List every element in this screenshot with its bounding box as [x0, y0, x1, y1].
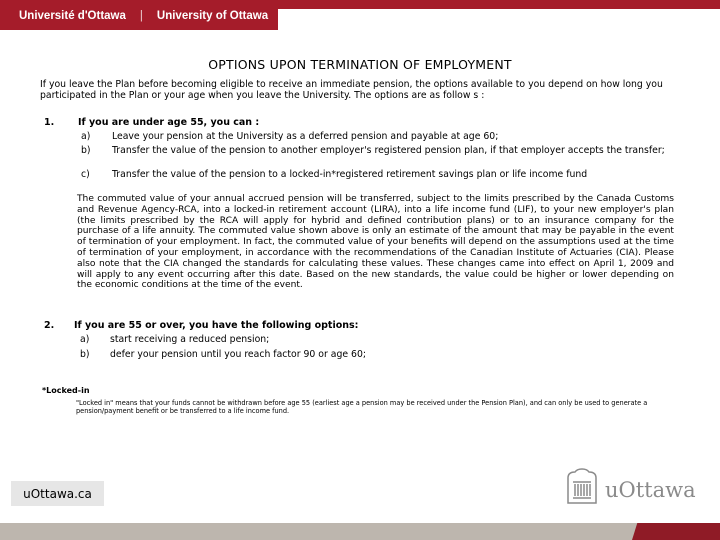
- list-item: defer your pension until you reach factor 90 or age 60;: [110, 349, 366, 360]
- section1-number: 1.: [44, 117, 55, 128]
- list-item: Transfer the value of the pension to a locked-in*registered retirement savings plan or life income fund: [112, 169, 588, 180]
- logo-wordmark: uOttawa: [605, 478, 696, 502]
- university-building-icon: [565, 468, 599, 504]
- intro-paragraph: If you leave the Plan before becoming eligible to receive an immediate pension, the options available to you depend on how long you participated in the Plan or your age when you leave the University. The options are as follow s :: [40, 79, 663, 101]
- header-fr-name: Université d'Ottawa: [19, 10, 126, 22]
- uottawa-logo: [565, 468, 696, 504]
- section2-heading: If you are 55 or over, you have the following options:: [74, 320, 359, 331]
- section1-heading: If you are under age 55, you can :: [78, 117, 260, 128]
- footer-band: [0, 523, 720, 540]
- item-label: a): [80, 334, 90, 345]
- commuted-value-paragraph: The commuted value of your annual accrued pension will be transferred, subject to the limits prescribed by the Canada Customs and Revenue Agency-RCA, into a locked-in retirement account (LIRA), into a life income fund (LIF), to your new employer's plan (the limits prescribed by the RCA will apply for hybrid and defined contribution plans) or to an insurance company for the purchase of a life annuity. The commuted value shown above is only an estimate of the amount that may be payable in the event of termination of your employment. In fact, the commuted value of your benefits will depend on the assumptions used at the time of termination of your employment, in accordance with the recommendations of the Canadian Institute of Actuaries (CIA). Please also note that the CIA changed the standards for calculating these values. These changes came into effect on April 1, 2009 and will apply to any event occurring after this date. Based on the new standards, the value could be higher or lower depending on the economic conditions at the time of the event.: [77, 194, 674, 291]
- page-title: OPTIONS UPON TERMINATION OF EMPLOYMENT: [208, 57, 512, 72]
- list-item: Leave your pension at the University as a deferred pension and payable at age 60;: [112, 131, 499, 142]
- header-en-name: University of Ottawa: [156, 10, 269, 22]
- site-link[interactable]: uOttawa.ca: [11, 481, 104, 506]
- item-label: c): [81, 169, 90, 180]
- footnote-text: "Locked in" means that your funds cannot be withdrawn before age 55 (earliest age a pension may be received under the Pension Plan), and can only be used to generate a pension/payment benefit or be transferred to a life income fund.: [76, 399, 648, 415]
- section2-number: 2.: [44, 320, 55, 331]
- footer-accent: [632, 523, 720, 540]
- list-item: Transfer the value of the pension to another employer's registered pension plan, if that employer accepts the transfer;: [112, 145, 665, 156]
- university-header-tab: [0, 0, 278, 30]
- item-label: b): [80, 349, 90, 360]
- list-item: start receiving a reduced pension;: [110, 334, 270, 345]
- item-label: b): [81, 145, 91, 156]
- header-separator: |: [139, 10, 143, 22]
- footnote-heading: *Locked-in: [42, 386, 90, 395]
- item-label: a): [81, 131, 91, 142]
